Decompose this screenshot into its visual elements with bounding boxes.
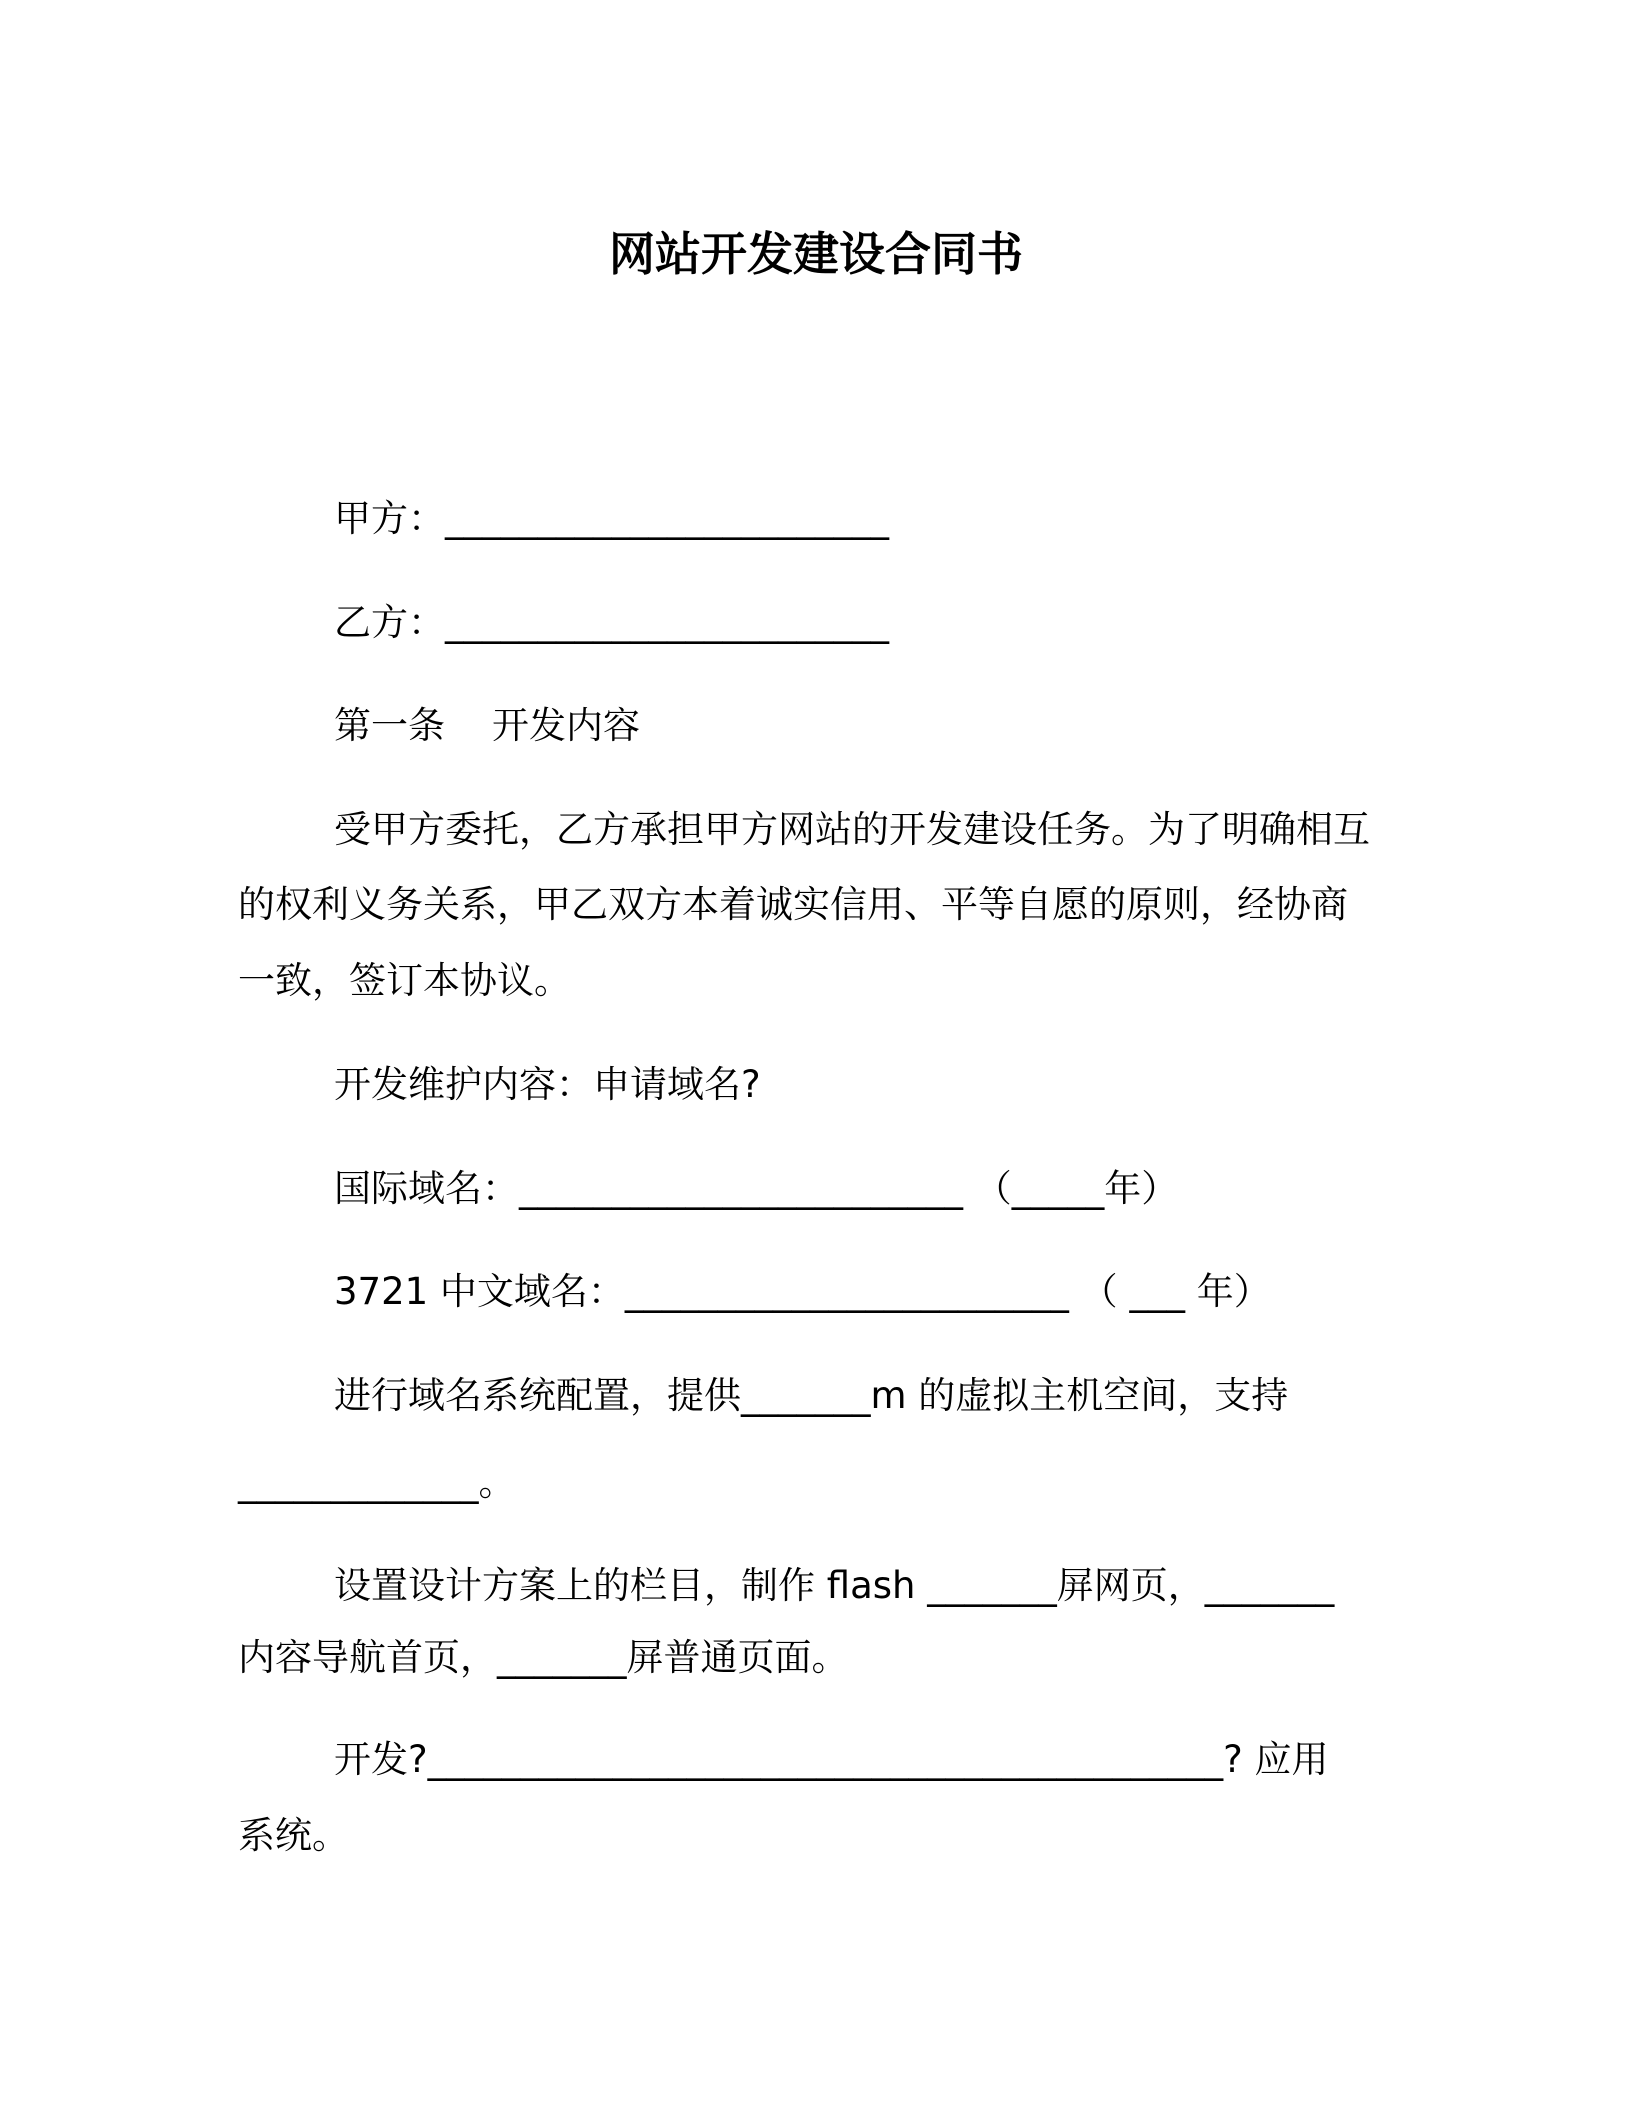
- document-title: 网站开发建设合同书: [609, 227, 1023, 281]
- para-dns-line-2: _____________。: [238, 1461, 516, 1504]
- para-1-line-3: 一致，签订本协议。: [238, 959, 571, 1002]
- intl-domain-line: 国际域名：________________________ （_____年）: [334, 1167, 1179, 1210]
- para-1-line-1: 受甲方委托，乙方承担甲方网站的开发建设任务。为了明确相互: [334, 808, 1370, 851]
- para-dns-line-1: 进行域名系统配置，提供_______m 的虚拟主机空间，支持: [334, 1374, 1289, 1417]
- para-layout-line-2: 内容导航首页，_______屏普通页面。: [238, 1636, 849, 1679]
- para-dev-line-1: 开发?___________________________________________? 应用: [334, 1738, 1329, 1781]
- cn-domain-line: 3721 中文域名：________________________ （ ___ 年）: [334, 1270, 1271, 1313]
- party-a-line: 甲方：________________________: [334, 497, 889, 540]
- party-b-line: 乙方：________________________: [334, 601, 889, 644]
- section-1-heading: 第一条 开发内容: [334, 704, 641, 747]
- para-layout-line-1: 设置设计方案上的栏目，制作 flash _______屏网页，_______: [334, 1564, 1335, 1607]
- maintenance-content-line: 开发维护内容：申请域名?: [334, 1063, 761, 1106]
- para-dev-line-2: 系统。: [238, 1814, 349, 1857]
- para-1-line-2: 的权利义务关系，甲乙双方本着诚实信用、平等自愿的原则，经协商: [238, 883, 1348, 926]
